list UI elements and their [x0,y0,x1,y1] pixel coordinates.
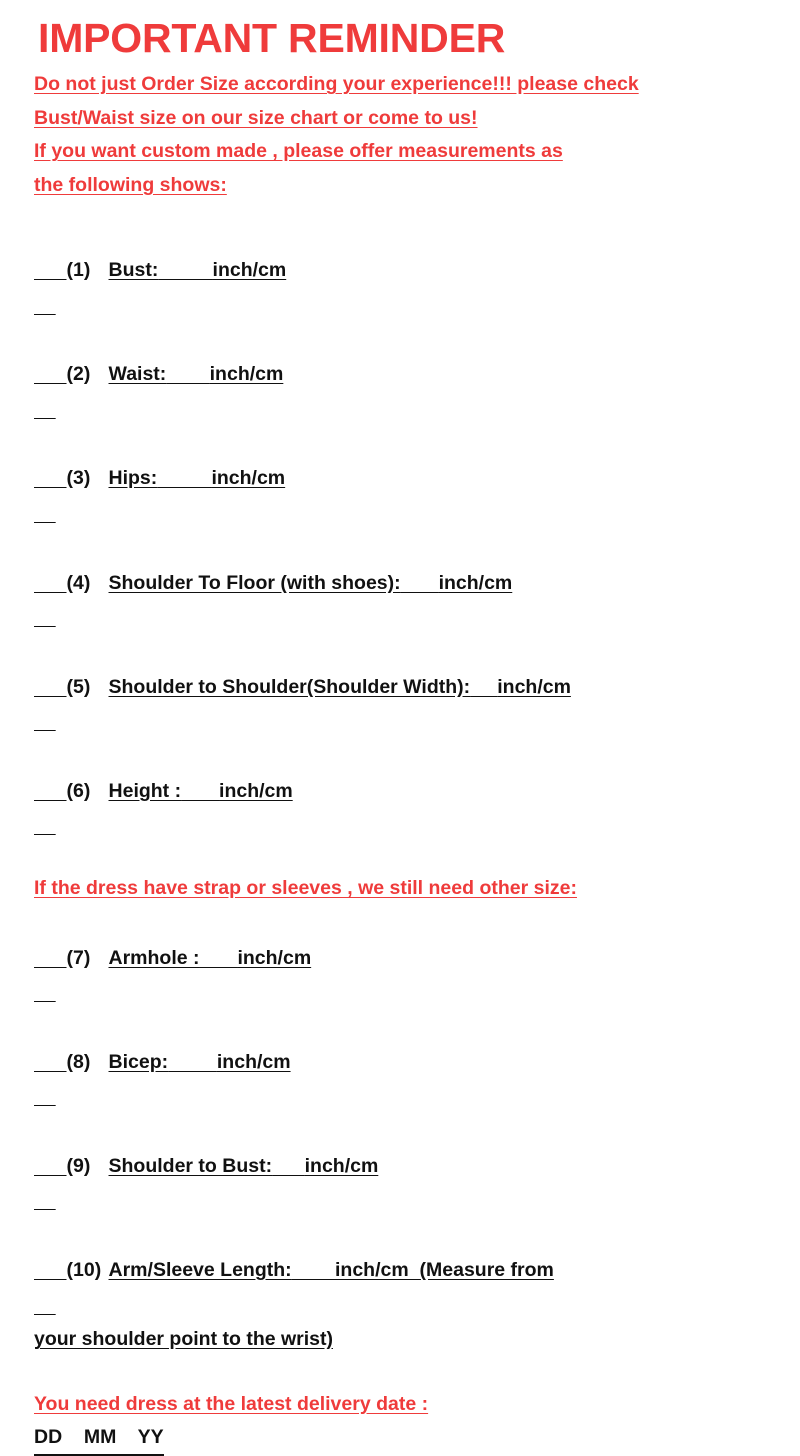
item-label: Hips: [108,467,158,490]
item-label: Arm/Sleeve Length: [108,1258,292,1281]
item-unit: inch/cm [237,946,312,969]
item-spacer [157,467,211,489]
intro-line-1: Do not just Order Size according your experience!!! please check [34,73,639,96]
date-fields: DD MM YY [34,1422,164,1456]
list-item [34,1114,770,1218]
item-spacer [168,1051,217,1073]
spacer-3 [34,1357,770,1387]
item-label: Waist: [108,363,167,386]
item-number: (1) [66,259,91,282]
spacer-2 [34,843,770,871]
list-item [34,635,770,739]
item-spacer [470,676,497,698]
item-number: (8) [66,1050,91,1073]
item-spacer [292,1259,335,1281]
item-unit: inch/cm [219,779,293,802]
item-label: Bust: [108,259,159,282]
list-item [34,323,770,427]
date-field-row [34,1422,770,1456]
intro-line-4: the following shows: [34,173,227,196]
item-number: (2) [66,363,91,386]
item-unit: inch/cm [211,467,286,490]
item-unit: inch/cm [438,571,513,594]
measurement-list [34,219,770,844]
item-number: (3) [66,467,91,490]
item-unit: inch/cm [304,1154,379,1177]
item-number: (7) [66,946,91,969]
list-item [34,219,770,323]
item-number: (4) [66,571,91,594]
item-unit: inch/cm (Measure from [335,1258,554,1281]
list-item [34,427,770,531]
intro-line-3: If you want custom made , please offer measurements as [34,140,563,163]
item-number: (5) [66,675,91,698]
list-item [34,1010,770,1114]
list-item [34,739,770,843]
item-spacer [158,259,212,281]
item-label: Bicep: [108,1050,169,1073]
item-spacer [166,363,209,385]
item-spacer [200,947,238,969]
extra-measurement-list [34,906,770,1357]
item-unit: inch/cm [497,675,571,698]
item-label: Height : [108,779,182,802]
list-item [34,531,770,635]
item-number: (9) [66,1154,91,1177]
list-item [34,906,770,1010]
delivery-date-prompt: You need dress at the latest delivery date : [34,1393,429,1415]
item-unit: inch/cm [209,363,284,386]
item-number: (6) [66,779,91,802]
list-item [34,1218,770,1322]
item-label: Shoulder To Floor (with shoes): [108,571,401,594]
intro-line-2: Bust/Waist size on our size chart or come to us! [34,106,478,129]
page-title: IMPORTANT REMINDER [38,15,506,61]
item-label: Shoulder to Shoulder(Shoulder Width): [108,675,471,698]
continuation-line: your shoulder point to the wrist) [34,1328,333,1351]
item-spacer [181,780,219,802]
item-unit: inch/cm [216,1050,291,1073]
item-unit: inch/cm [212,259,287,282]
spacer-1 [34,205,770,219]
section-two-heading: If the dress have strap or sleeves , we still need other size: [34,877,577,900]
intro-paragraph [34,68,770,202]
item-label: Shoulder to Bust: [108,1154,273,1177]
item-number: (10) [66,1258,102,1281]
item-spacer [272,1155,305,1177]
item-label: Armhole : [108,946,200,969]
item-spacer [401,572,439,594]
